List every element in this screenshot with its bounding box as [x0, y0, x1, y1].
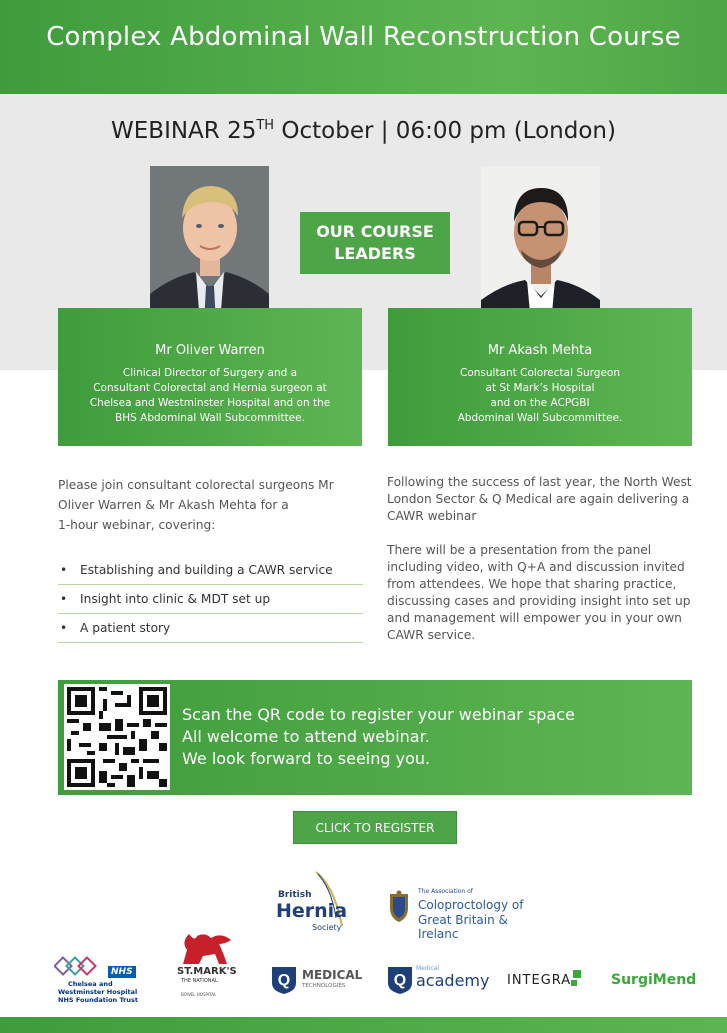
- st-marks-logo: [175, 930, 237, 998]
- surgimend-logo: SurgiMend: [611, 972, 697, 988]
- header-banner: [0, 0, 727, 94]
- portrait-1-image: [150, 166, 269, 324]
- svg-text:Q: Q: [277, 972, 291, 989]
- stmarks-line-1: ST.MARK'S: [177, 966, 237, 977]
- bhs-line-2: Hernia: [276, 900, 348, 922]
- description-paragraph: Following the success of last year, the North West London Sector & Q Medical are again delivering a CAWR webinar: [387, 475, 692, 523]
- stmarks-line-2: THE NATIONAL: [181, 978, 218, 984]
- webinar-prefix: WEBINAR 25: [111, 118, 257, 144]
- rings-icon: [54, 956, 108, 980]
- qr-line-3: We look forward to seeing you.: [182, 749, 431, 768]
- portrait-2-image: [481, 166, 600, 324]
- qacad-line-0: Medical: [416, 965, 439, 972]
- chelsea-westminster-nhs-logo: [54, 956, 146, 1004]
- webinar-sup: TH: [256, 118, 275, 133]
- crest-icon: [388, 890, 410, 924]
- photo-oliver-warren: [150, 166, 269, 324]
- qr-line-1: Scan the QR code to register your webinar space: [182, 705, 575, 724]
- list-item: • Insight into clinic & MDT set up: [58, 585, 363, 614]
- svg-text:Q: Q: [393, 972, 407, 989]
- register-button[interactable]: CLICK TO REGISTER: [293, 811, 457, 844]
- bhs-line-3: Society: [312, 923, 342, 932]
- description-paragraph: There will be a presentation from the panel including video, with Q+A and discussion invited from attendees. We hope that sharing practice, discussing cases and providing insight into set up and management will empower you in your own CAWR service.: [387, 543, 691, 642]
- integra-line-1: INTEGRA: [507, 973, 572, 988]
- topics-list: [58, 556, 363, 643]
- leader-role: Consultant Colorectal Surgeon at St Mark’s Hospital and on the ACPGBI Abdominal Wall Subcommittee.: [457, 367, 623, 424]
- integra-square-icon: [571, 980, 577, 986]
- description-text: [387, 474, 697, 661]
- bhs-line-1: British: [278, 890, 312, 900]
- integra-logo: [507, 970, 587, 996]
- acp-line-2: Coloproctology of: [418, 898, 524, 912]
- nhs-badge: NHS: [108, 966, 136, 978]
- leader-role: Clinical Director of Surgery and a Consultant Colorectal and Hernia surgeon at Chelsea and Westminster Hospital and on the BHS Abdominal Wall Subcommittee.: [89, 367, 331, 424]
- leader-name: Mr Akash Mehta: [487, 343, 593, 358]
- qr-register-banner: [58, 680, 692, 795]
- photo-akash-mehta: [481, 166, 600, 324]
- intro-text: Please join consultant colorectal surgeons Mr Oliver Warren & Mr Akash Mehta for a 1-hour webinar, covering:: [58, 478, 334, 532]
- winged-lion-icon: [175, 930, 237, 966]
- acp-line-3: Great Britain & Irelanc: [418, 913, 508, 941]
- bio-card-akash-mehta: [388, 308, 692, 446]
- bio-card-oliver-warren: [58, 308, 362, 446]
- qmed-line-2: TECHNOLOGIES: [302, 983, 346, 989]
- list-item: • A patient story: [58, 614, 363, 643]
- course-leaders-badge: [300, 212, 450, 274]
- british-hernia-society-logo: [272, 866, 352, 936]
- q-shield-icon: [270, 965, 298, 995]
- stmarks-line-3: BOWEL HOSPITAL: [181, 992, 217, 997]
- footer-band: [0, 1017, 727, 1033]
- list-item: • Establishing and building a CAWR service: [58, 556, 363, 585]
- q-medical-academy-logo: [386, 965, 490, 997]
- acpgbi-logo: [388, 888, 548, 941]
- nhs-line-1: Chelsea and: [68, 980, 113, 988]
- page-title: Complex Abdominal Wall Reconstruction Course: [46, 22, 681, 52]
- qr-code[interactable]: [64, 684, 170, 790]
- webinar-suffix: October | 06:00 pm (London): [274, 118, 616, 144]
- nhs-line-2: Westminster Hospital: [58, 988, 138, 996]
- qr-code-icon: [67, 687, 167, 787]
- leader-name: Mr Oliver Warren: [155, 343, 265, 358]
- q-shield-icon: [386, 965, 414, 995]
- q-medical-technologies-logo: [270, 965, 363, 997]
- acp-line-1: The Association of: [418, 888, 473, 895]
- badge-line-1: OUR COURSE: [316, 222, 434, 241]
- webinar-date: [0, 118, 727, 144]
- nhs-line-3: NHS Foundation Trust: [58, 996, 138, 1004]
- integra-square-icon: [573, 970, 581, 978]
- qr-instructions: [182, 704, 575, 770]
- qr-line-2: All welcome to attend webinar.: [182, 727, 430, 746]
- qacad-line-1: academy: [416, 971, 490, 990]
- qmed-line-1: MEDICAL: [302, 968, 363, 982]
- badge-line-2: LEADERS: [334, 244, 416, 263]
